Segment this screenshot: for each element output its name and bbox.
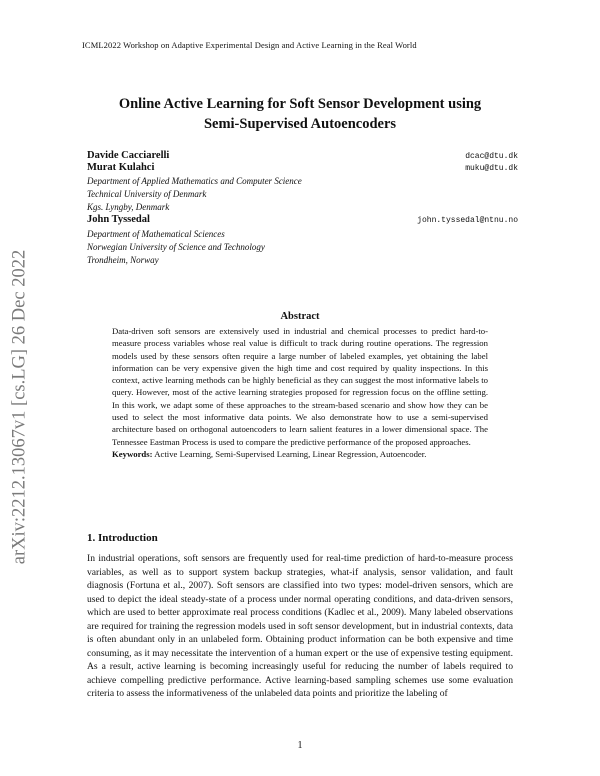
title-line-2: Semi-Supervised Autoencoders — [203, 116, 397, 132]
page-number: 1 — [297, 740, 303, 751]
author-1-email: dcac@dtu.dk — [465, 152, 518, 161]
author-2-name: Murat Kulahci — [87, 162, 155, 173]
abstract-text: Data-driven soft sensors are extensively used in industrial and chemical processes to predict hard-to-measure process variables whose real value is difficult to track during routine operations. The regression models used by these sensors often require a large number of labeled examples, yet obtaining the label information can be very expensive given the high time and cost required by quality inspections. In this context, active learning methods can be highly beneficial as they can suggest the most informative labels to query. However, most of the active learning strategies proposed for regression focus on the offline setting. In this work, we adapt some of these approaches to the stream-based scenario and show how they can be used to select the most informative data points. We also demonstrate how to use a semi-supervised architecture based on orthogonal autoencoders to learn salient features in a lower dimensional space. The Tennessee Eastman Process is used to compare the predictive performance of the proposed approaches. — [112, 326, 488, 447]
author-2-email: muku@dtu.dk — [465, 164, 518, 173]
keywords-text: Active Learning, Semi-Supervised Learning, Linear Regression, Autoencoder. — [152, 448, 427, 459]
affiliation-2-city: Trondheim, Norway — [87, 255, 159, 265]
affiliation-1-univ: Technical University of Denmark — [87, 189, 207, 199]
author-1-name: Davide Cacciarelli — [87, 150, 170, 161]
affiliation-1-dept: Department of Applied Mathematics and Computer Science — [87, 176, 302, 186]
affiliation-2-univ: Norwegian University of Science and Technology — [87, 242, 265, 252]
title-line-1: Online Active Learning for Soft Sensor Development using — [118, 96, 482, 112]
paper-title — [60, 94, 540, 134]
section-heading-introduction: 1. Introduction — [87, 532, 158, 544]
arxiv-stamp: arXiv:2212.13067v1 [cs.LG] 26 Dec 2022 — [9, 249, 30, 565]
keywords-label: Keywords: — [112, 448, 153, 459]
affiliation-2-dept: Department of Mathematical Sciences — [87, 229, 225, 239]
abstract-heading: Abstract — [280, 311, 320, 322]
author-3-email: john.tyssedal@ntnu.no — [417, 216, 518, 225]
abstract-body — [112, 325, 488, 460]
introduction-paragraph: In industrial operations, soft sensors are frequently used for real-time prediction of hard-to-measure process variables, as well as to support system backup strategies, what-if analysis, sensor validation, and fault diagnosis (Fortuna et al., 2007). Soft sensors are classified into two types: model-driven sensors, which are used to depict the ideal steady-state of a process under normal operating conditions, and data-driven sensors, which are used to better approximate real process conditions (Kadlec et al., 2009). Many labeled observations are required for training the regression models used in soft sensor development, but in industrial contexts, data is often abundant only in an unlabeled form. Obtaining product information can be both expensive and time consuming, as it may necessitate the intervention of a human expert or the use of expensive testing equipment. As a result, active learning is becoming increasingly useful for reducing the number of labels required to achieve compelling predictive performance. Active learning-based sampling schemes use some evaluation criteria to assess the informativeness of the unlabeled data points and prioritize the labeling of — [87, 553, 513, 699]
affiliation-1-city: Kgs. Lyngby, Denmark — [87, 202, 170, 212]
author-3-name: John Tyssedal — [87, 214, 150, 225]
affiliation-1 — [87, 175, 302, 214]
running-header: ICML2022 Workshop on Adaptive Experimental Design and Active Learning in the Real World — [82, 40, 417, 50]
affiliation-2 — [87, 228, 265, 267]
